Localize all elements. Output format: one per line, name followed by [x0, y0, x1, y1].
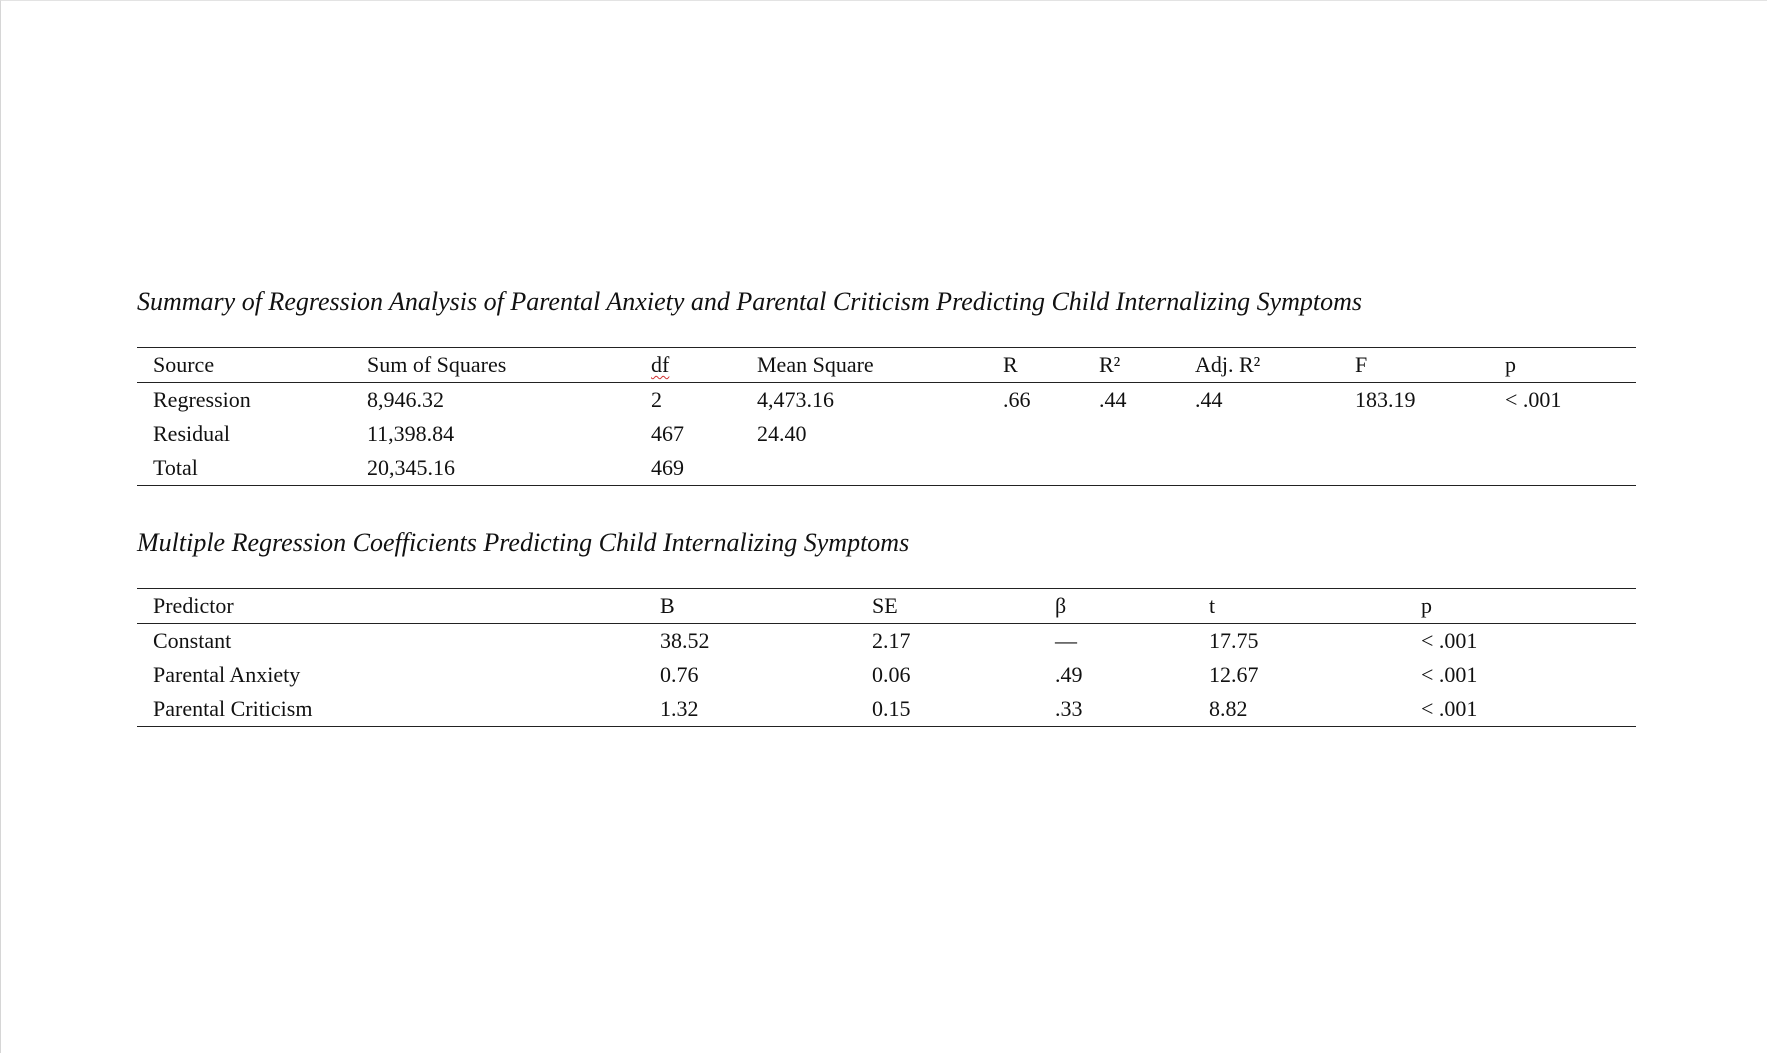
table-cell: 2.17	[872, 628, 911, 653]
table-cell: Residual	[153, 421, 230, 446]
table1-header-source: Source	[137, 348, 351, 383]
table2-header-beta: β	[1039, 589, 1193, 624]
table2-header-t: t	[1193, 589, 1405, 624]
table-cell: .49	[1055, 662, 1083, 687]
table-cell: —	[1055, 628, 1077, 653]
table-cell: 38.52	[660, 628, 710, 653]
table-cell	[987, 451, 1083, 486]
table1-header-row	[137, 348, 1636, 383]
table-cell	[1339, 451, 1489, 486]
table1-header-df	[635, 348, 741, 383]
table-cell: 1.32	[644, 692, 856, 727]
table-cell: < .001	[1421, 628, 1478, 653]
regression-summary-table-wrap	[137, 347, 1636, 486]
table-cell: 4,473.16	[757, 387, 834, 412]
table2-header-se: SE	[856, 589, 1039, 624]
table1-header-r: R	[987, 348, 1083, 383]
table2-header-b: B	[644, 589, 856, 624]
table-cell: 0.06	[872, 662, 911, 687]
table2-header-row	[137, 589, 1636, 624]
table-cell: 2	[651, 387, 662, 412]
table-cell: .33	[1039, 692, 1193, 727]
table-cell: 0.76	[660, 662, 699, 687]
table-cell: 469	[635, 451, 741, 486]
table1-header-mean-square: Mean Square	[741, 348, 987, 383]
table-cell: < .001	[1505, 387, 1562, 412]
table-cell: < .001	[1405, 692, 1636, 727]
table-row	[137, 692, 1636, 727]
table-cell: 24.40	[757, 421, 807, 446]
table-cell: 0.15	[856, 692, 1039, 727]
table-cell	[1489, 417, 1636, 451]
table-cell: 12.67	[1209, 662, 1259, 687]
table-cell	[1179, 451, 1339, 486]
coefficients-table-wrap	[137, 588, 1636, 727]
table-cell: 467	[651, 421, 684, 446]
table-cell: .44	[1099, 387, 1127, 412]
table-cell: 8.82	[1193, 692, 1405, 727]
table1-header-df-text: df	[651, 352, 670, 377]
table-cell	[1083, 451, 1179, 486]
table1-header-r-squared: R²	[1083, 348, 1179, 383]
table-cell: .66	[1003, 387, 1031, 412]
table1-caption: Summary of Regression Analysis of Parental Anxiety and Parental Criticism Predicting Child Internalizing Symptoms	[137, 287, 1363, 316]
table-row	[137, 383, 1636, 418]
table-cell: 183.19	[1355, 387, 1416, 412]
table-cell	[1179, 417, 1339, 451]
table1-header-f: F	[1339, 348, 1489, 383]
table-row	[137, 451, 1636, 486]
table-cell: Regression	[153, 387, 251, 412]
table-cell: 17.75	[1209, 628, 1259, 653]
table-cell: Parental Anxiety	[153, 662, 301, 687]
table-row	[137, 417, 1636, 451]
table-row	[137, 658, 1636, 692]
table-row	[137, 624, 1636, 659]
table-cell: .44	[1195, 387, 1223, 412]
table-cell	[741, 451, 987, 486]
table-cell: 11,398.84	[367, 421, 455, 446]
regression-summary-table	[137, 347, 1636, 486]
table2-header-p: p	[1405, 589, 1636, 624]
table1-header-p: p	[1489, 348, 1636, 383]
table-cell: 8,946.32	[367, 387, 444, 412]
table-cell: Parental Criticism	[137, 692, 644, 727]
table-cell	[1083, 417, 1179, 451]
table-cell	[1339, 417, 1489, 451]
table1-header-sum-of-squares: Sum of Squares	[351, 348, 635, 383]
table-cell: Constant	[153, 628, 232, 653]
table-cell	[1489, 451, 1636, 486]
table-cell: Total	[137, 451, 351, 486]
coefficients-table	[137, 588, 1636, 727]
table-cell: 20,345.16	[351, 451, 635, 486]
table-cell	[987, 417, 1083, 451]
table-cell: < .001	[1421, 662, 1478, 687]
table2-caption: Multiple Regression Coefficients Predicting Child Internalizing Symptoms	[137, 528, 910, 557]
table1-header-adj-r-squared: Adj. R²	[1179, 348, 1339, 383]
table2-header-predictor: Predictor	[137, 589, 644, 624]
